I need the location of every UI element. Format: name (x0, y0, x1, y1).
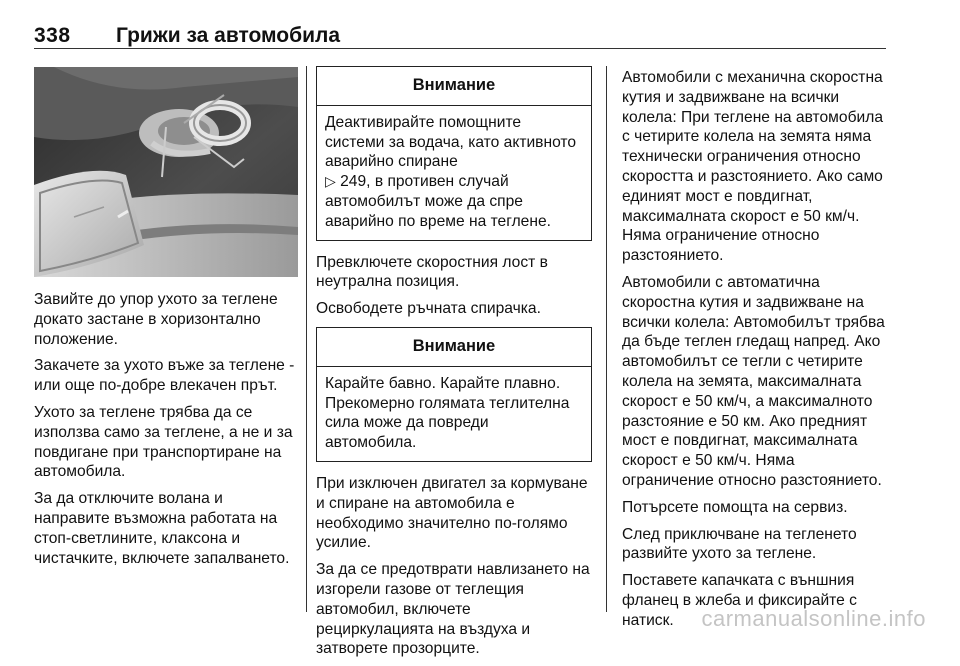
paragraph: За да отключите волана и направите възможна работата на стоп-светлините, клаксона и чистачките, включете запалването. (34, 490, 290, 567)
warning-body (317, 367, 591, 461)
paragraph: Ухото за теглене трябва да се използва само за теглене, а не и за повдигане при транспортиране на автомобила. (34, 403, 293, 481)
paragraph: Превключете скоростния лост в неутрална позиция. (316, 253, 548, 291)
warning-title: Внимание (317, 328, 591, 367)
paragraph: Закачете за ухото въже за теглене - или още по-добре влекачен прът. (34, 357, 295, 395)
header-divider (34, 48, 886, 49)
tow-hook-illustration (34, 67, 298, 277)
warning-body (317, 106, 591, 240)
paragraph: Освободете ръчната спирачка. (316, 300, 541, 318)
paragraph: Автомобили с механична скоростна кутия и задвижване на всички колела: При теглене на автомобила с четирите колела на земята няма технически ограничения относно скоростта и разстоянието. Ако само единият мост е повдигнат, максималната скорост е 50 км/ч. Няма ограничение относно разстоянието. (622, 69, 883, 265)
page-number: 338 (34, 24, 71, 47)
middle-column (316, 66, 592, 666)
paragraph: Завийте до упор ухото за теглене докато застане в хоризонтално положение. (34, 291, 278, 348)
page-reference-icon: ▷ (325, 173, 336, 190)
tow-hook-icon (34, 67, 298, 277)
warning-text: Деактивирайте помощните системи за водача, като активното аварийно спиране ▷ 249, в противен случай автомобилът може да спре аварийно по време на теглене. (325, 113, 577, 230)
warning-box (316, 66, 592, 241)
paragraph: При изключен двигател за кормуване и спиране на автомобила е необходимо значително по-голямо усилие. (316, 474, 588, 552)
paragraph: Автомобили с автоматична скоростна кутия и задвижване на всички колела: Автомобилът трябва да бъде теглен гледащ напред. Ако автомобилът се тегли с четирите колела на земята, максималната скорост е 50 км/ч, а максималното разстояние е 50 км. Ако предният мост е повдигнат, максималната скорост е 50 км/ч. Няма ограничение относно разстоянието. (622, 273, 885, 489)
paragraph: За да се предотврати навлизането на изгорели газове от теглещия автомобил, включете рециркулацията на въздуха и затворете прозорците. (316, 561, 590, 658)
left-column (34, 290, 300, 575)
page-reference-link[interactable]: 249 (340, 173, 367, 191)
warning-text: Карайте бавно. Карайте плавно. Прекомерно голямата теглителна сила може да повреди автомобила. (325, 374, 570, 452)
paragraph: Потърсете помощта на сервиз. (622, 498, 848, 516)
column-divider (606, 66, 607, 612)
paragraph: След приключване на тегленето развийте ухото за теглене. (622, 525, 857, 563)
column-divider (306, 66, 307, 612)
right-column (622, 68, 886, 638)
warning-box (316, 327, 592, 462)
paragraph: Поставете капачката с външния фланец в жлеба и фиксирайте с натиск. (622, 572, 857, 629)
warning-title: Внимание (317, 67, 591, 106)
watermark: carmanualsonline.info (701, 606, 926, 631)
chapter-title: Грижи за автомобила (116, 24, 341, 47)
